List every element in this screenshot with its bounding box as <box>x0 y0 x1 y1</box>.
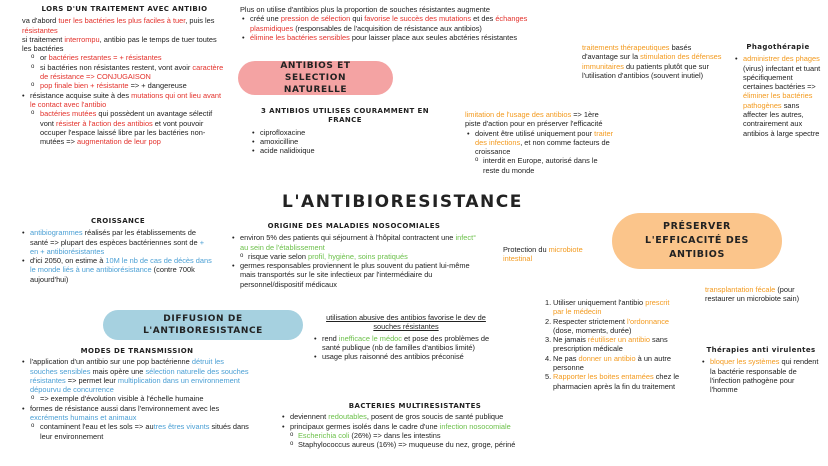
transmission-subitem: o contaminent l'eau et les sols => autres êtres vivants situés dans leur environnement <box>22 422 252 441</box>
step-item: 5. Rapporter les boites entamées chez le pharmacien après la fin du traitement <box>545 372 680 391</box>
transmission-item: • formes de résistance aussi dans l'environnement avec les excréments humains et animaux <box>22 404 252 423</box>
selection-item: • élimine les bactéries sensibles pour laisser place aux seules abctéries résistantes <box>240 33 570 42</box>
phagotherapie-section <box>733 43 823 138</box>
croissance-section <box>22 217 214 284</box>
antibios-selection-pill: ANTIBIOS ET SELECTION NATURELLE <box>238 61 393 95</box>
selection-intro: Plus on utilise d'antibios plus la proportion de souches résistantes augmente <box>240 5 490 14</box>
limitation-section <box>465 110 615 175</box>
lors-item: • résistance acquise suite à des mutations qui ont lieu avant le contact avec l'antibio <box>22 91 227 110</box>
croissance-item: • antibiogrammes réalisés par les établissements de santé => plupart des espèces bactériennes sont de + en + antibiorésistantes <box>22 228 214 256</box>
lors-line: va d'abord tuer les bactéries les plus faciles à tuer, puis les résistantes <box>22 16 215 35</box>
step-item: 3. Ne jamais réutiliser un antibio sans prescription médicale <box>545 335 668 354</box>
transmission-item: • l'application d'un antibio sur une pop bactérienne détruit les souches sensibles mais opère une sélection naturelle des souches résistantes => permet leur multiplication dans un environnement dépourvu de concurrence <box>22 357 252 394</box>
lors-subitem: o bactéries mutées qui possèdent un avantage sélectif vont résister à l'action des antibios et vont pouvoir occuper l'espace laissé libre par les bactéries non-mutées => augmentation de leur pop <box>22 109 227 146</box>
origine-item: • germes responsables proviennent le plus souvent du patient lui-même mais transportés sur le site infectieux par l'intermédiaire du personnel/dispositif médicaux <box>230 261 478 289</box>
steps-section <box>545 298 680 391</box>
page-title: L'ANTIBIORESISTANCE <box>282 192 523 212</box>
antibio-item: • ciprofloxacine <box>250 128 440 137</box>
abusive-section <box>312 313 500 361</box>
selection-item: • créé une pression de sélection qui favorise le succès des mutations et des échanges plasmidiques (responsables de l'acquisition de résistance aux antibios) <box>240 14 570 33</box>
phago-item: • administrer des phages (virus) infectant et tuant spécifiquement certaines bactéries => éliminer les bactéries pathogènes sans affecter les autres, contrairement aux antibios à large spectre <box>733 54 823 138</box>
abusive-item: • usage plus raisonné des antibios préconisé <box>312 352 500 361</box>
multi-subitem: o Staphylococcus aureus (16%) => muqueuse du nez, groge, périné <box>280 440 550 449</box>
multiresistantes-title: BACTERIES MULTIRESISTANTES <box>348 402 482 410</box>
limitation-item: • doivent être utilisé uniquement pour traiter des infections, et non comme facteurs de croissance <box>465 129 615 157</box>
lors-line: si traitement interrompu, antibio pas le temps de tuer toutes les bactéries <box>22 34 217 54</box>
transmission-title: MODES DE TRANSMISSION <box>80 347 194 355</box>
limitation-subitem: o interdit en Europe, autorisé dans le reste du monde <box>465 156 615 175</box>
diffusion-pill: DIFFUSION DE L'ANTIBORESISTANCE <box>103 310 303 340</box>
antibio-item: • amoxicilline <box>250 137 440 146</box>
abusive-title: utilisation abusive des antibios favorise le dev de souches résistantes <box>326 313 486 332</box>
transmission-subitem: o => exemple d'évolution visible à l'échelle humaine <box>22 394 252 403</box>
transmission-section <box>22 347 252 441</box>
origine-subitem: o risque varie selon profil, hygiène, soins pratiqués <box>230 252 478 261</box>
lors-section <box>22 5 227 146</box>
abusive-item: • rend inefficace le médoc et pose des problèmes de santé publique (nb de familles d'antibios limité) <box>312 334 500 353</box>
antivirulentes-title: Thérapies anti virulentes <box>706 346 816 354</box>
transplantation-section: transplantation fécale (pour restaurer un microbiote sain) <box>705 285 800 304</box>
step-item: 2. Respecter strictement l'ordonnance (dose, moments, durée) <box>545 316 670 335</box>
antibios-list-section <box>250 107 440 155</box>
croissance-title: CROISSANCE <box>90 217 146 225</box>
traitements-section: traitements thérapeutiques basés d'avantage sur la stimulation des défenses immunitaires du patients plutôt que sur l'utilisation d'antibios (souvent inutiel) <box>582 43 722 80</box>
origine-item: • environ 5% des patients qui séjournent à l'hôpital contractent une infect° au sein de l'établissement <box>230 233 478 252</box>
step-item: 4. Ne pas donner un antibio à un autre personne <box>545 353 671 373</box>
antivirulentes-section <box>700 346 822 394</box>
phagotherapie-title: Phagothérapie <box>746 43 810 51</box>
lors-subitem: o pop finale bien + résistante => + dangereuse <box>22 81 227 90</box>
multi-subitem: o Escherichia coli (26%) => dans les intestins <box>280 431 550 440</box>
multi-item: • principaux germes isolés dans le cadre d'une infection nosocomiale <box>280 422 550 431</box>
multi-item: • deviennent redoutables, posent de gros soucis de santé publique <box>280 412 550 421</box>
preserver-pill: PRÉSERVER L'EFFICACITÉ DES ANTIBIOS <box>612 213 782 269</box>
protection-section: Protection du microbiote intestinal <box>503 245 583 264</box>
lors-title: LORS D'UN TRAITEMENT AVEC ANTIBIO <box>41 5 208 13</box>
lors-subitem: o si bactéries non résistantes restent, vont avoir caractère de résistance => CONJUGAISON <box>22 63 227 82</box>
origine-title: ORIGINE DES MALADIES NOSOCOMIALES <box>267 222 441 230</box>
antivirulentes-item: • bloquer les systèmes qui rendent la bactérie responsable de l'infection pathogène pour l'homme <box>700 357 822 394</box>
croissance-item: • d'ici 2050, on estime à 10M le nb de cas de décès dans le monde liés à une antibiorésistance (contre 700k aujourd'hui) <box>22 256 214 284</box>
selection-pressure-section <box>240 5 570 42</box>
lors-subitem: o or bactéries restantes = + résistantes <box>22 53 227 62</box>
limitation-intro: limitation de l'usage des antibios => 1ère piste d'action pour en préserver l'efficacité <box>465 110 603 129</box>
step-item: 1. Utiliser uniquement l'antibio prescrit par le médecin <box>545 298 670 317</box>
antibio-item: • acide nalidixique <box>250 146 440 155</box>
antibios-list-title: 3 ANTIBIOS UTILISES COURAMMENT EN FRANCE <box>261 107 429 125</box>
origine-section <box>230 222 478 289</box>
multiresistantes-section <box>280 402 550 449</box>
